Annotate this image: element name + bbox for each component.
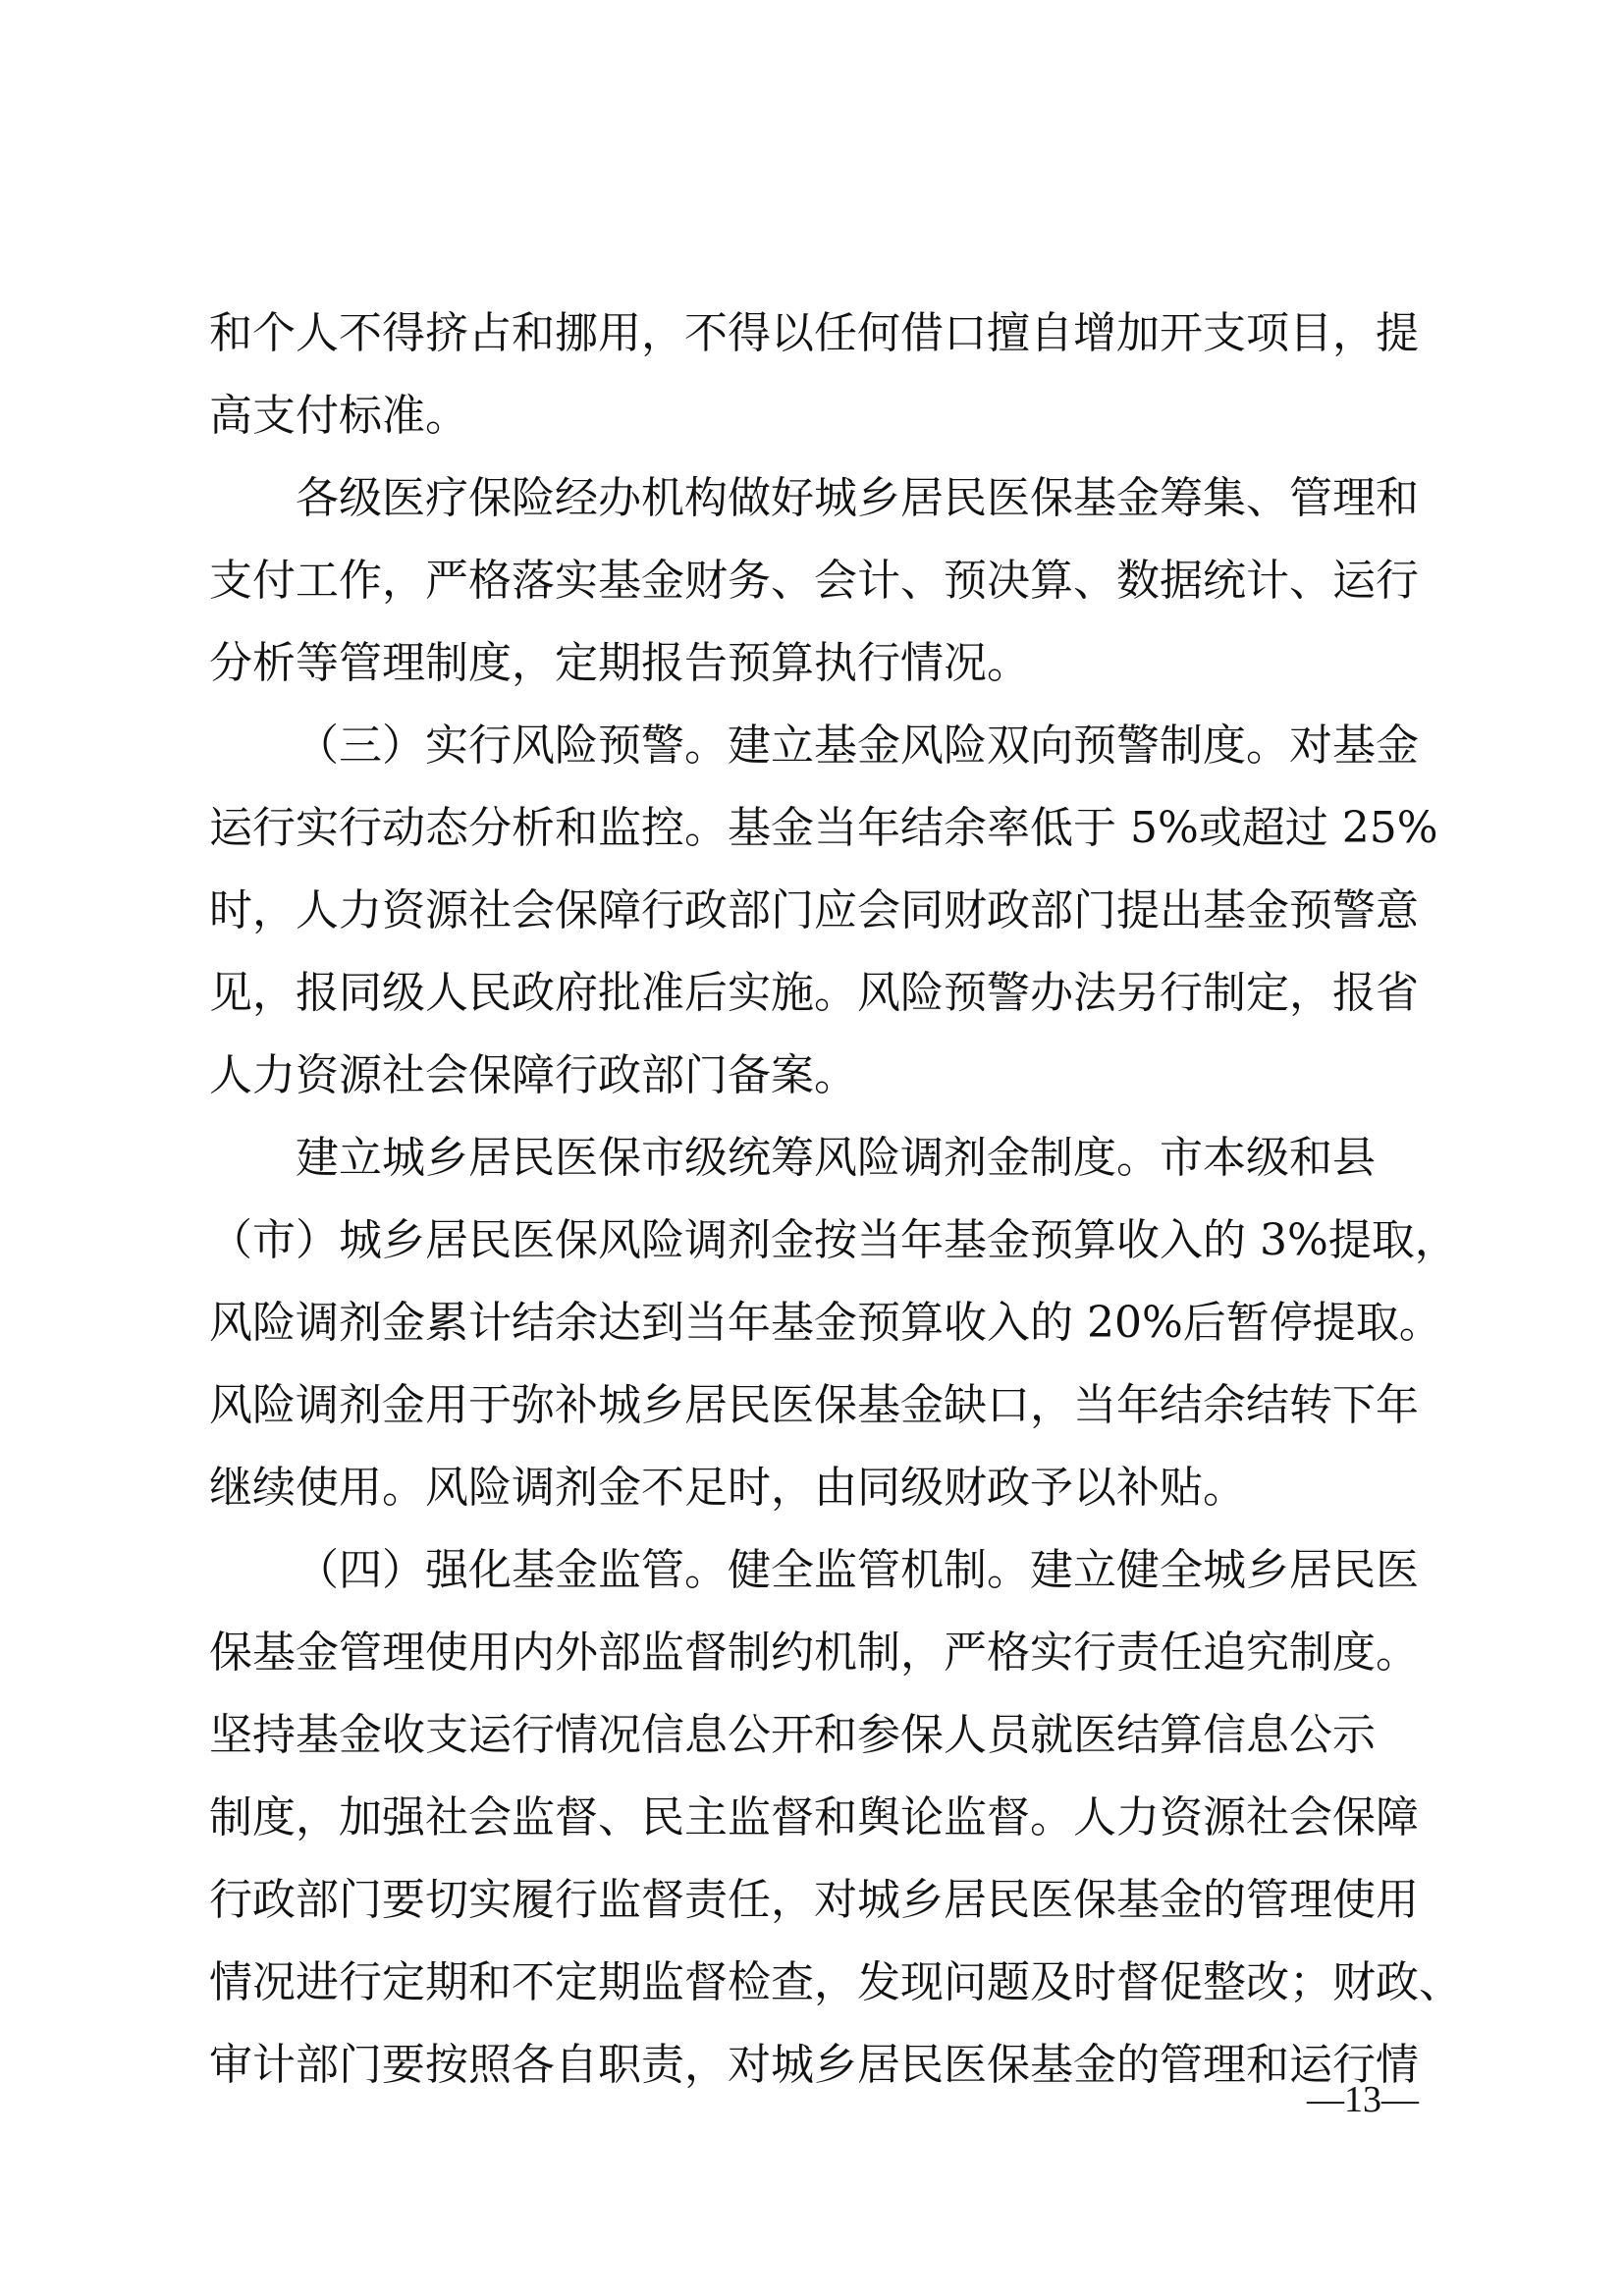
- paragraph-line-11: 建立城乡居民医保市级统筹风险调剂金制度。市本级和县: [296, 1133, 1376, 1183]
- paragraph-line-8: 时，人力资源社会保障行政部门应会同财政部门提出基金预警意: [209, 885, 1419, 935]
- paragraph-line-2: 高支付标准。: [209, 391, 468, 441]
- paragraph-line-7: 运行实行动态分析和监控。基金当年结余率低于 5%或超过 25%: [209, 803, 1438, 853]
- paragraph-line-20: 行政部门要切实履行监督责任，对城乡居民医保基金的管理使用: [209, 1875, 1419, 1925]
- paragraph-line-13: 风险调剂金累计结余达到当年基金预算收入的 20%后暂停提取。: [209, 1298, 1442, 1348]
- paragraph-line-10: 人力资源社会保障行政部门备案。: [209, 1050, 857, 1100]
- page-number: —13—: [1307, 2079, 1419, 2120]
- paragraph-line-12: （市）城乡居民医保风险调剂金按当年基金预算收入的 3%提取，: [209, 1215, 1458, 1265]
- paragraph-line-5: 分析等管理制度，定期报告预算执行情况。: [209, 638, 1030, 688]
- paragraph-line-14: 风险调剂金用于弥补城乡居民医保基金缺口，当年结余结转下年: [209, 1380, 1419, 1430]
- paragraph-line-19: 制度，加强社会监督、民主监督和舆论监督。人力资源社会保障: [209, 1792, 1419, 1842]
- paragraph-line-3: 各级医疗保险经办机构做好城乡居民医保基金筹集、管理和: [296, 473, 1419, 523]
- paragraph-line-22: 审计部门要按照各自职责，对城乡居民医保基金的管理和运行情: [209, 2040, 1419, 2090]
- paragraph-line-15: 继续使用。风险调剂金不足时，由同级财政予以补贴。: [209, 1463, 1246, 1513]
- paragraph-line-1: 和个人不得挤占和挪用，不得以任何借口擅自增加开支项目，提: [209, 308, 1419, 358]
- paragraph-line-4: 支付工作，严格落实基金财务、会计、预决算、数据统计、运行: [209, 556, 1419, 606]
- paragraph-line-21: 情况进行定期和不定期监督检查，发现问题及时督促整改；财政、: [209, 1957, 1462, 2007]
- paragraph-line-9: 见，报同级人民政府批准后实施。风险预警办法另行制定，报省: [209, 968, 1419, 1018]
- section-three-heading-line: （三）实行风险预警。建立基金风险双向预警制度。对基金: [296, 721, 1419, 771]
- section-four-heading-line: （四）强化基金监管。健全监管机制。建立健全城乡居民医: [296, 1545, 1419, 1595]
- paragraph-line-17: 保基金管理使用内外部监督制约机制，严格实行责任追究制度。: [209, 1628, 1419, 1678]
- paragraph-line-18: 坚持基金收支运行情况信息公开和参保人员就医结算信息公示: [209, 1710, 1376, 1760]
